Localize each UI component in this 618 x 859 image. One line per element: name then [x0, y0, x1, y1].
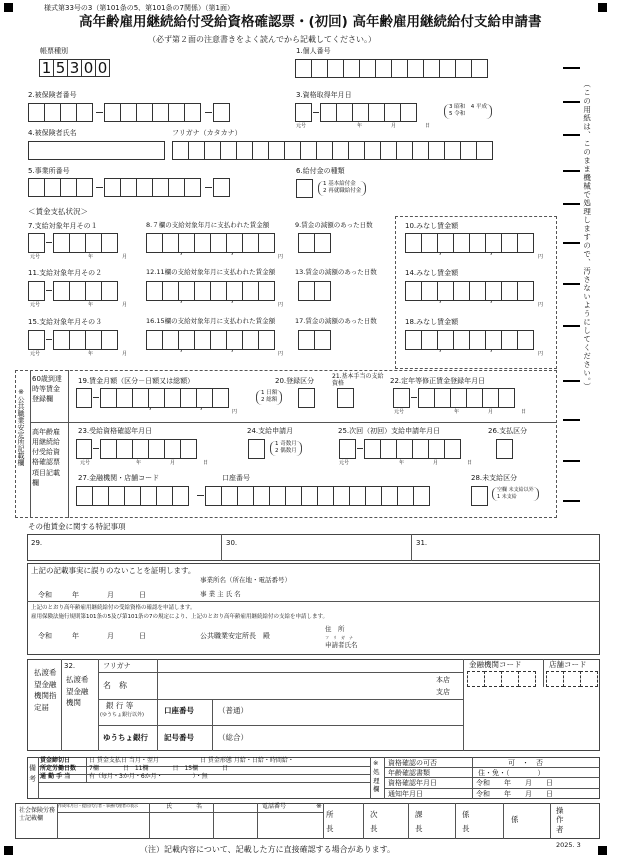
timing-mark — [563, 67, 580, 69]
processing-row-1: 資格確認の可否 — [388, 759, 437, 767]
remark-row-2: 7欄 日 11欄 日 15欄 日 — [89, 765, 229, 772]
year-unit: 年 — [357, 123, 363, 129]
field-1-label: 1.個人番号 — [296, 47, 331, 55]
timing-mark — [563, 460, 580, 462]
separator — [46, 339, 52, 340]
bank-store-boxes[interactable] — [546, 671, 597, 687]
remark-row-1: 日 賃金支払日 当月・翌月 — [89, 757, 159, 764]
timing-mark — [563, 380, 580, 382]
field-23-era[interactable] — [76, 439, 91, 459]
wage-status-heading: ＜賃金支払状況＞ — [28, 207, 88, 216]
field-25-label: 25.次回（初回）支給申請年月日 — [338, 427, 441, 435]
form-type-digit: 5 — [53, 59, 68, 77]
divider — [384, 757, 385, 799]
sharoushi-name: 氏 名 — [166, 803, 203, 810]
month-unit: 月 — [122, 302, 128, 308]
remark-head-2: 所定労働日数 — [40, 765, 77, 772]
field-5-label: 5.事業所番号 — [28, 167, 70, 175]
field-20-label: 20.登録区分 — [275, 377, 315, 385]
field-23-label: 23.受給資格確認年月日 — [78, 427, 153, 435]
separator — [205, 112, 212, 113]
comma: , — [231, 344, 234, 353]
field-28-box[interactable] — [471, 486, 487, 506]
cert-furigana: フ リ ガ ナ — [325, 635, 353, 640]
year-unit: 年 — [136, 460, 142, 466]
timing-mark — [563, 203, 580, 205]
bank-code-label: 金融機関コード — [469, 660, 522, 669]
field-21-label: 21.基本手当の支給資格 — [332, 373, 384, 387]
stamp-jicho: 次長 — [370, 810, 378, 834]
field-11-label: 11.支給対象年月その２ — [28, 269, 103, 277]
field-5-boxes-c[interactable] — [213, 178, 229, 197]
stamp-kacho: 課長 — [415, 810, 423, 834]
field-12-label: 12.11欄の支給対象年月に支払われた賃金額 — [146, 268, 276, 276]
divider — [98, 672, 463, 673]
field-14-label: 14.みなし賃金額 — [405, 269, 459, 277]
field-3-date[interactable] — [320, 103, 416, 122]
divider — [363, 803, 364, 839]
remark-head-1: 賃金締切日 — [40, 757, 71, 764]
bank-yucho: ゆうちょ銀行 — [103, 733, 148, 742]
yen-unit: 円 — [232, 409, 238, 415]
separator — [313, 112, 319, 113]
field-6-box[interactable] — [296, 179, 312, 198]
field-17-days[interactable] — [298, 330, 330, 350]
divider — [57, 812, 323, 813]
cert-chief: 公共職業安定所長 殿 — [200, 632, 270, 640]
year-unit: 年 — [88, 254, 94, 260]
divider — [472, 757, 473, 799]
field-18-label: 18.みなし賃金額 — [405, 318, 459, 326]
cert-line-1: 上記の記載事実に誤りのないことを証明します。 — [31, 566, 196, 575]
field-13-days[interactable] — [298, 281, 330, 301]
timing-mark — [563, 170, 580, 172]
form-type-digit: 1 — [39, 59, 54, 77]
separator — [197, 495, 204, 496]
field-3-era[interactable] — [295, 103, 311, 122]
page-subtitle: （必ず第２面の注意書きをよく読んでから記載してください。） — [148, 35, 376, 44]
comma: , — [180, 247, 183, 256]
field-4-name-box[interactable] — [28, 141, 164, 160]
cert-reiwa: 令和 — [38, 591, 52, 599]
month-unit: 月 — [170, 460, 176, 466]
era-unit: 元号 — [339, 460, 350, 466]
field-7-ym[interactable] — [53, 233, 117, 253]
divider — [384, 767, 600, 768]
special-box — [27, 534, 600, 561]
field-7-era[interactable] — [28, 233, 44, 253]
separator — [357, 448, 363, 449]
field-22-era[interactable] — [393, 388, 409, 408]
field-19-options: 1 日額 2 総額 — [256, 390, 282, 405]
cert-day: 日 — [139, 591, 146, 599]
cert-applicant: 申請者氏名 — [325, 641, 358, 649]
month-unit: 月 — [122, 254, 128, 260]
timing-mark — [563, 500, 580, 502]
form-type-digit: 0 — [81, 59, 96, 77]
bank-left-label: 払渡希望金融機関指定届 — [34, 668, 57, 712]
field-16-amount[interactable] — [146, 330, 274, 350]
field-2-label: 2.被保険者番号 — [28, 91, 77, 99]
field-12-amount[interactable] — [146, 281, 274, 301]
comma: , — [439, 247, 442, 256]
bank-kigou-label: 記号番号 — [164, 733, 194, 742]
bank-sogo: （総合） — [218, 733, 248, 742]
divider — [463, 659, 464, 751]
cert-owner-label: 事 業 主 氏 名 — [200, 590, 241, 598]
day-unit: 日 — [203, 460, 209, 466]
field-22-date[interactable] — [418, 388, 514, 408]
stamp-operator: 操作者 — [556, 806, 564, 834]
processing-row-2: 年齢確認書類 — [388, 769, 430, 777]
divider — [213, 803, 214, 839]
field-29-label: 29. — [31, 539, 43, 547]
divider — [38, 782, 370, 783]
divider — [61, 659, 62, 751]
form-type-digit: 0 — [95, 59, 110, 77]
timing-mark — [563, 283, 580, 285]
divider — [370, 757, 371, 799]
timing-mark — [563, 242, 580, 244]
yen-unit: 円 — [538, 302, 544, 308]
field-27-code[interactable] — [76, 486, 188, 506]
remarks-label: 備考 — [29, 764, 36, 784]
bank-furigana: フリガナ — [103, 662, 131, 670]
divider — [27, 601, 600, 602]
registration-mark-top-right — [598, 3, 607, 12]
field-27-account-label: 口座番号 — [222, 474, 250, 482]
field-18-amount[interactable] — [405, 330, 533, 350]
stamp-kakari: 係 — [511, 815, 519, 824]
field-4-kana-label: フリガナ（カタカナ） — [172, 129, 242, 137]
era-unit: 元号 — [80, 460, 91, 466]
divider — [384, 788, 600, 789]
era-unit: 元号 — [30, 302, 41, 308]
office-divider — [68, 370, 69, 518]
office-vertical-label: ※公共職業安定所記載欄 — [17, 388, 26, 466]
separator — [96, 187, 103, 188]
sharoushi-sub: 作成年月日・提出代行者・事務代理者の表示 — [58, 803, 138, 808]
cert-year: 年 — [72, 591, 79, 599]
registration-mark-top-left — [4, 3, 13, 12]
form-id: 様式第33号の3（第101条の5、第101条の7関係）（第1面） — [44, 4, 234, 12]
cert-month-2: 月 — [107, 632, 114, 640]
day-unit: 日 — [467, 460, 473, 466]
cert-line-2: 上記のとおり高年齢雇用継続給付の受給資格の確認を申請します。 — [31, 605, 196, 611]
timing-mark — [563, 134, 580, 136]
field-16-label: 16.15欄の支給対象年月に支払われた賃金額 — [146, 317, 276, 325]
comma: , — [180, 344, 183, 353]
field-6-label: 6.給付金の種類 — [296, 167, 345, 175]
registration-mark-bottom-left — [4, 846, 13, 855]
divider — [98, 725, 463, 726]
comma: , — [149, 402, 152, 411]
field-3-label: 3.資格取得年月日 — [296, 91, 352, 99]
comma: , — [200, 402, 203, 411]
field-9-days[interactable] — [298, 233, 330, 253]
field-27-label: 27.金融機関・店舗コード — [78, 474, 160, 482]
field-5-boxes-b[interactable] — [104, 178, 200, 197]
field-8-label: 8.７欄の支給対象年月に支払われた賃金額 — [146, 221, 270, 229]
field-5-boxes-a[interactable] — [28, 178, 92, 197]
field-25-date[interactable] — [364, 439, 460, 459]
divider — [408, 803, 409, 839]
timing-mark — [563, 101, 580, 103]
divider — [212, 699, 213, 751]
yen-unit: 円 — [278, 351, 284, 357]
field-2-boxes-b[interactable] — [104, 103, 200, 122]
sharoushi-label: 社会保険労務士記載欄 — [19, 807, 56, 822]
separator — [411, 397, 417, 398]
field-31-label: 31. — [416, 539, 428, 547]
processing-row-3: 資格確認年月日 — [388, 779, 437, 787]
processing-val-2: 住・免・（ ） — [478, 769, 545, 777]
field-23-date[interactable] — [100, 439, 196, 459]
year-unit: 年 — [88, 351, 94, 357]
field-28-options: 空欄 未支給以外 1 未支給 — [492, 487, 539, 501]
timing-mark — [563, 325, 580, 327]
field-28-label: 28.未支給区分 — [471, 474, 518, 482]
divider — [411, 534, 412, 561]
field-27-account[interactable] — [205, 486, 429, 506]
field-21-box[interactable] — [337, 388, 353, 408]
age60-label: 60歳到達時等賃金登録欄 — [32, 375, 62, 404]
field-13-label: 13.賃金の減額のあった日数 — [295, 268, 377, 276]
processing-val-4: 令和 年 月 日 — [476, 790, 553, 798]
remark-row-1b: 日 賃金形態 月給・日給・時間給・ — [200, 757, 294, 764]
month-unit: 月 — [488, 409, 494, 415]
bank-honten: 本店 — [436, 676, 450, 684]
month-unit: 月 — [122, 351, 128, 357]
field-10-label: 10.みなし賃金額 — [405, 222, 459, 230]
side-note: （この用紙は、このまま機械で処理しますので、汚さないようにしてください。） — [582, 80, 592, 391]
era-unit: 元号 — [30, 351, 41, 357]
cert-reiwa-2: 令和 — [38, 632, 52, 640]
bank-futsu: （普通） — [218, 706, 248, 715]
comma: , — [439, 295, 442, 304]
yen-unit: 円 — [278, 254, 284, 260]
field-4-label: 4.被保険者氏名 — [28, 129, 77, 137]
divider — [384, 777, 600, 778]
yen-unit: 円 — [538, 254, 544, 260]
remark-head-3: 通 勤 手 当 — [40, 773, 71, 780]
field-15-label: 15.支給対象年月その３ — [28, 318, 103, 326]
divider — [257, 803, 258, 839]
page-title: 高年齢雇用継続給付受給資格確認票・(初回) 高年齢雇用継続給付支給申請書 — [79, 14, 542, 30]
bank-code-boxes[interactable] — [467, 671, 535, 687]
bank-num: 32. — [64, 662, 76, 670]
divider — [550, 803, 551, 839]
cert-day-2: 日 — [139, 632, 146, 640]
divider — [503, 803, 504, 839]
field-8-amount[interactable] — [146, 233, 274, 253]
bank-bank-sub: (ゆうちょ銀行以外) — [100, 712, 144, 718]
comma: , — [439, 344, 442, 353]
field-11-era[interactable] — [28, 281, 44, 301]
field-14-amount[interactable] — [405, 281, 533, 301]
divider — [86, 758, 87, 782]
field-25-era[interactable] — [339, 439, 355, 459]
confirm-label: 高年齢雇用継続給付受給資格確認票項目記載欄 — [32, 428, 60, 487]
field-15-era[interactable] — [28, 330, 44, 350]
registration-mark-bottom-right — [598, 846, 607, 855]
form-type-digit: 3 — [67, 59, 82, 77]
cert-address-label: 事業所名（所在地・電話番号） — [200, 576, 291, 584]
field-9-label: 9.賃金の減額のあった日数 — [295, 221, 373, 229]
divider — [543, 659, 544, 687]
timing-mark — [563, 419, 580, 421]
special-heading: その他賃金に関する特記事項 — [28, 522, 126, 531]
year-unit: 年 — [454, 409, 460, 415]
separator — [93, 448, 99, 449]
bank-store-label: 店舗コード — [549, 660, 587, 669]
field-20-box[interactable] — [298, 388, 314, 408]
stamp-kakaricho: 係長 — [462, 810, 470, 834]
field-26-label: 26.支払区分 — [488, 427, 528, 435]
era-unit: 元号 — [30, 254, 41, 260]
cert-address-label-2: 住 所 — [325, 625, 345, 633]
bank-sub-label: 払渡希望金融機関 — [66, 675, 89, 708]
field-24-options: 1 奇数月 2 偶数月 — [270, 441, 302, 456]
era-unit: 元号 — [394, 409, 405, 415]
field-24-box[interactable] — [248, 439, 264, 459]
yen-unit: 円 — [278, 302, 284, 308]
field-26-box[interactable] — [496, 439, 512, 459]
separator — [46, 290, 52, 291]
processing-val-3: 令和 年 月 日 — [476, 779, 553, 787]
comma: , — [490, 344, 493, 353]
office-divider — [30, 422, 557, 423]
field-7-label: 7.支給対象年月その１ — [28, 222, 98, 230]
field-10-amount[interactable] — [405, 233, 533, 253]
field-2-boxes-c[interactable] — [213, 103, 229, 122]
divider — [323, 803, 324, 839]
comma: , — [231, 295, 234, 304]
bank-shiten: 支店 — [436, 688, 450, 696]
divider — [455, 803, 456, 839]
divider — [98, 699, 463, 700]
field-17-label: 17.賃金の減額のあった日数 — [295, 317, 377, 325]
field-6-options: 1 基本給付金 2 再就職給付金 — [318, 181, 366, 196]
footer-note: （注）記載内容について、記載した方に直接確認する場合があります。 — [140, 845, 396, 854]
cert-month: 月 — [107, 591, 114, 599]
divider — [149, 803, 150, 839]
divider — [221, 534, 222, 561]
field-1-boxes[interactable] — [295, 59, 487, 78]
month-unit: 月 — [433, 460, 439, 466]
footer-date: 2025. 3 — [556, 841, 581, 849]
separator — [96, 112, 103, 113]
era-unit: 元号 — [296, 123, 307, 129]
processing-row-4: 通知年月日 — [388, 790, 423, 798]
divider — [38, 757, 39, 799]
comma: , — [180, 295, 183, 304]
yen-unit: 円 — [538, 351, 544, 357]
sharoushi-tel: 電話番号 — [262, 803, 287, 810]
stamp-shocho: 所長 — [326, 810, 334, 834]
field-2-boxes-a[interactable] — [28, 103, 92, 122]
bank-acct-label: 口座番号 — [164, 706, 194, 715]
field-15-ym[interactable] — [53, 330, 117, 350]
processing-label: ※処理欄 — [373, 759, 380, 794]
field-4-kana-boxes[interactable] — [172, 141, 492, 160]
comma: , — [490, 247, 493, 256]
field-24-label: 24.支給申請月 — [247, 427, 294, 435]
comma: , — [231, 247, 234, 256]
bank-bank-label: 銀 行 等 — [106, 701, 134, 710]
office-divider — [30, 370, 31, 518]
form-type-digits — [39, 59, 109, 77]
day-unit: 日 — [521, 409, 527, 415]
field-11-ym[interactable] — [53, 281, 117, 301]
remark-row-3: 有（毎月・3か月・6か月・ ）・無 — [89, 773, 208, 780]
field-19-boxes[interactable] — [76, 388, 91, 408]
separator — [46, 242, 52, 243]
cert-line-3: 雇用保険法施行規則第101条の5及び第101条の7の規定により、上記のとおり高年齢雇用継続給付の支給を申請します。 — [31, 614, 329, 620]
field-3-era-options: 3 昭和 4 平成 5 令和 — [444, 104, 492, 119]
field-22-label: 22.定年等修正賃金登録年月日 — [390, 377, 486, 385]
field-19-amount[interactable] — [100, 388, 228, 408]
month-unit: 月 — [391, 123, 397, 129]
bank-name-label: 名 称 — [103, 681, 127, 690]
comma: , — [490, 295, 493, 304]
year-unit: 年 — [399, 460, 405, 466]
field-30-label: 30. — [226, 539, 238, 547]
day-unit: 日 — [425, 123, 431, 129]
cert-year-2: 年 — [72, 632, 79, 640]
processing-val-1: 可 ・ 否 — [508, 759, 543, 767]
separator — [205, 187, 212, 188]
stamp-asterisk: ※ — [316, 802, 322, 810]
field-19-label: 19.賃金月額（区分－日額又は総額） — [78, 377, 195, 385]
separator — [93, 397, 99, 398]
year-unit: 年 — [88, 302, 94, 308]
form-type-label: 帳票種別 — [40, 47, 68, 55]
